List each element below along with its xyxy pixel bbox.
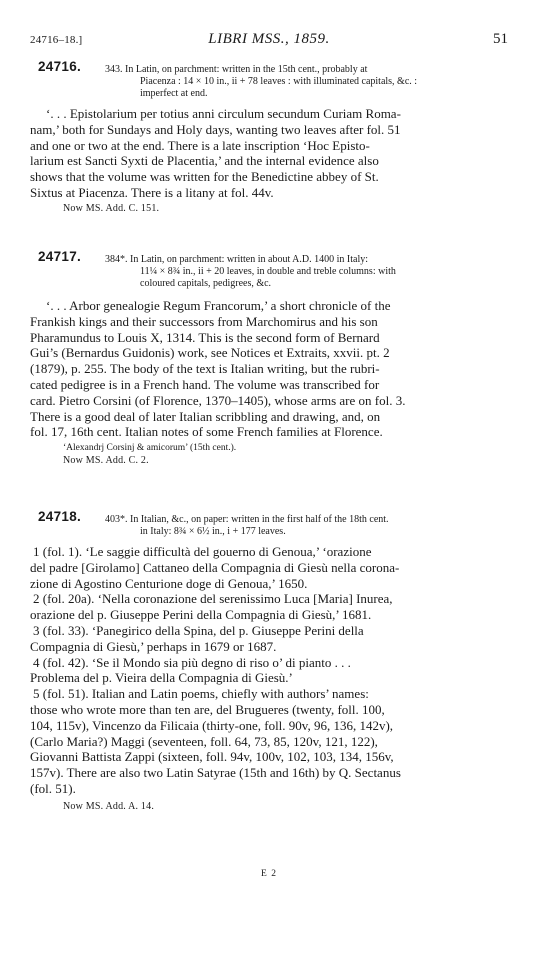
entry-header [30, 509, 510, 538]
body-line: zione di Agostino Centurione doge di Genoua,’ 1650. [30, 575, 308, 591]
catalogue-entry-24718 [30, 509, 510, 812]
entry-header [30, 59, 510, 100]
body-line: 5 (fol. 51). Italian and Latin poems, chiefly with authors’ names: [33, 686, 369, 702]
catalogue-entry-24717 [30, 249, 510, 467]
catalogue-entry-24716 [30, 59, 510, 214]
body-line: 4 (fol. 42). ‘Se il Mondo sia più degno di riso o’ di pianto . . . [33, 654, 351, 670]
physical-description [105, 254, 510, 290]
description-line: 403*. In Italian, &c., on paper: written in the first half of the 18th cent. [105, 514, 389, 525]
running-head [30, 31, 508, 51]
signature-mark: E 2 [261, 869, 277, 879]
description-line: Piacenza : 14 × 10 in., ii + 78 leaves : with illuminated capitals, &c. : [140, 76, 418, 87]
body-line: ‘. . . Epistolarium per totius anni circulum secundum Curiam Roma- [46, 106, 401, 121]
body-line: nam,’ both for Sundays and Holy days, wanting two leaves after fol. 51 [30, 121, 401, 137]
entry-body [30, 298, 510, 440]
body-line: fol. 17, 16th cent. Italian notes of some French families at Florence. [30, 424, 383, 440]
body-line: 104, 115v), Vincenzo da Filicaia (thirty-one, foll. 90v, 96, 136, 142v), [30, 717, 394, 733]
body-line: (Carlo Maria?) Maggi (seventeen, foll. 64, 73, 85, 120v, 121, 122), [30, 733, 378, 749]
body-line: Sixtus at Piacenza. There is a litany at fol. 44v. [30, 184, 274, 200]
body-line: card. Pietro Corsini (of Florence, 1370–1405), whose arms are on fol. 3. [30, 392, 406, 408]
inscription-note: ‘Alexandrj Corsinj & amicorum’ (15th cent.). [63, 443, 237, 454]
body-line: del padre [Girolamo] Cattaneo della Compagnia di Giesù nella corona- [30, 559, 400, 575]
entry-header [30, 249, 510, 290]
physical-description [105, 514, 510, 538]
description-line: imperfect at end. [140, 88, 208, 99]
running-title: LIBRI MSS., 1859. [208, 31, 330, 47]
body-line: and one or two at the end. There is a late inscription ‘Hoc Episto- [30, 137, 370, 153]
body-line: 2 (fol. 20a). ‘Nella coronazione del serenissimo Luca [Maria] Inurea, [33, 591, 393, 607]
lot-range: 24716–18.] [30, 34, 83, 46]
body-line: larium est Sancti Syxti de Placentia,’ and the internal evidence also [30, 153, 379, 169]
body-line: ‘. . . Arbor genealogie Regum Francorum,’ a short chronicle of the [46, 298, 391, 313]
description-line: 384*. In Latin, on parchment: written in about A.D. 1400 in Italy: [105, 254, 369, 265]
description-line: 11¼ × 8¾ in., ii + 20 leaves, in double and treble columns: with [140, 266, 396, 277]
body-line: (fol. 51). [30, 780, 76, 796]
page-number: 51 [493, 31, 508, 47]
shelfmark: Now MS. Add. A. 14. [63, 800, 155, 812]
body-line: cated pedigree is in a French hand. The volume was transcribed for [30, 376, 380, 392]
description-line: in Italy: 8¾ × 6½ in., i + 177 leaves. [140, 526, 286, 537]
body-line: There is a good deal of later Italian scribbling and drawing, and, on [30, 408, 381, 424]
body-line: Problema del p. Vieira della Compagnia di Giesù.’ [30, 670, 293, 686]
lot-number: 24718. [38, 509, 82, 524]
description-line: 343. In Latin, on parchment: written in the 15th cent., probably at [105, 64, 368, 75]
lot-number: 24717. [38, 249, 82, 264]
body-line: 157v). There are also two Latin Satyrae (15th and 16th) by Q. Sectanus [30, 765, 401, 781]
entry-body [30, 106, 510, 201]
body-line: those who wrote more than ten are, del Brugueres (twenty, foll. 100, [30, 701, 385, 717]
shelfmark: Now MS. Add. C. 2. [63, 455, 149, 467]
lot-number: 24716. [38, 59, 82, 74]
body-line: Gui’s (Bernardus Guidonis) work, see Notices et Extraits, xxvii. pt. 2 [30, 345, 390, 361]
body-line: shows that the volume was written for the Benedictine abbey of St. [30, 169, 379, 185]
physical-description [105, 64, 510, 100]
body-line: Giovanni Battista Zappi (sixteen, foll. 94v, 100v, 102, 103, 134, 156v, [30, 749, 394, 765]
body-line: 1 (fol. 1). ‘Le saggie difficultà del gouerno di Genoua,’ ‘orazione [33, 544, 372, 559]
shelfmark: Now MS. Add. C. 151. [63, 202, 160, 214]
body-line: (1879), p. 255. The body of the text is Italian writing, but the rubri- [30, 361, 380, 377]
body-line: orazione del p. Giuseppe Perini della Compagnia di Giesù,’ 1681. [30, 607, 372, 623]
entry-body [30, 544, 510, 797]
body-line: 3 (fol. 33). ‘Panegirico della Spina, del p. Giuseppe Perini della [33, 622, 364, 638]
body-line: Frankish kings and their successors from Marchomirus and his son [30, 313, 378, 329]
body-line: Compagnia di Giesù,’ perhaps in 1679 or 1687. [30, 638, 277, 654]
body-line: Pharamundus to Louis X, 1314. This is the second form of Bernard [30, 329, 380, 345]
description-line: coloured capitals, pedigrees, &c. [140, 278, 272, 289]
